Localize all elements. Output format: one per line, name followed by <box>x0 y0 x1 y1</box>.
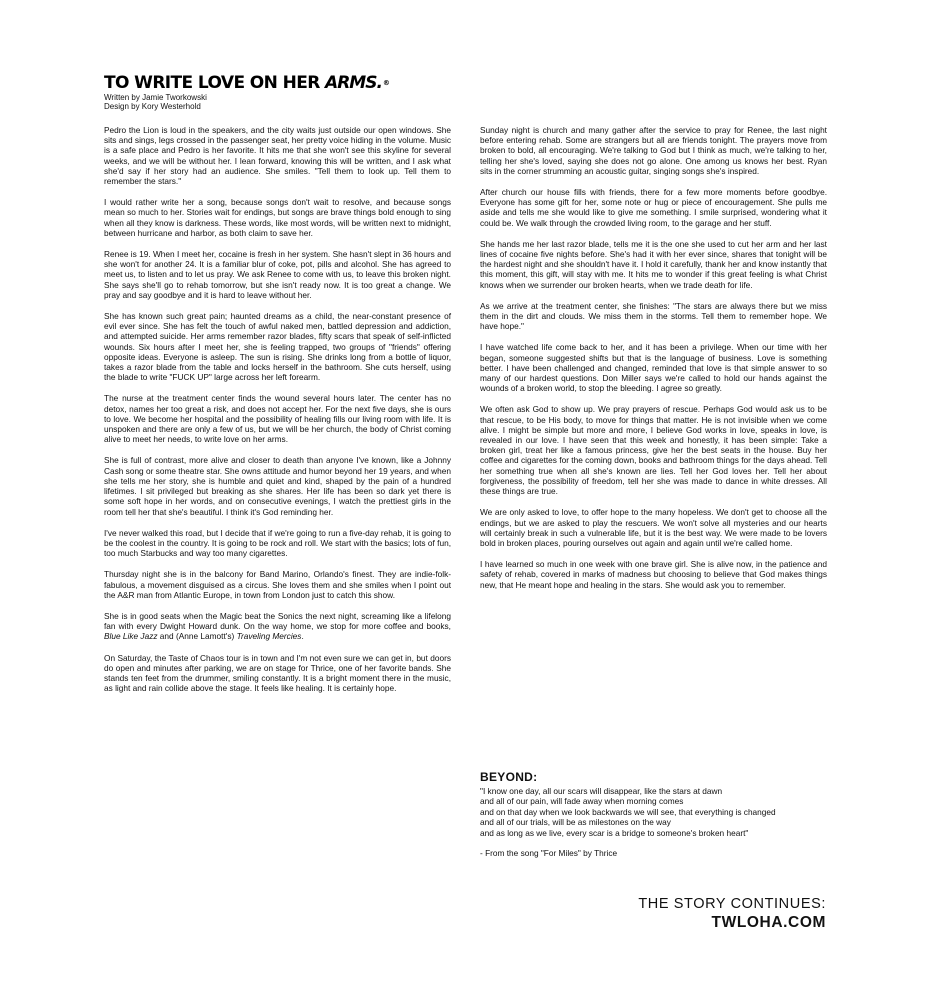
paragraph: Renee is 19. When I meet her, cocaine is fresh in her system. She hasn't slept in 36 hours and she won't for another 24. It is a familiar blur of coke, pot, pills and alcohol. She has agreed to meet us, to listen and to let us pray. We ask Renee to come with us, to leave this broken night. She says she'll go to rehab tomorrow, but she isn't ready now. It is too great a change. We pray and say goodbye and it is hard to leave without her. <box>104 249 451 300</box>
paragraph: On Saturday, the Taste of Chaos tour is in town and I'm not even sure we can get in, but doors do open and minutes after parking, we are on stage for Thrice, one of her favorite bands. She stands ten feet from the drummer, smiling constantly. It is a bright moment there in the music, as light and rain collide above the stage. It feels like healing. It is certainly hope. <box>104 652 451 694</box>
paragraph: I have learned so much in one week with one brave girl. She is alive now, in the patience and safety of rehab, covered in marks of madness but choosing to believe that God makes things new, that He meant hope and healing in the stars. She would ask you to remember. <box>480 559 827 590</box>
article-header <box>104 73 464 111</box>
text-run: and (Anne Lamott's) <box>157 631 237 642</box>
lyric-line: and all of our trials, will be as milestones on the way <box>480 817 671 828</box>
title-main: TO WRITE LOVE ON HER <box>104 73 326 93</box>
paragraph <box>104 611 451 642</box>
lyric-line: and on that day when we look backwards we will see, that everything is changed <box>480 806 776 817</box>
paragraph: As we arrive at the treatment center, she finishes: "The stars are always there but we miss them in the dirt and clouds. We miss them in the storms. Tell them to remember hope. We have hope." <box>480 300 827 332</box>
author-credit: Written by Jamie Tworkowski <box>104 93 207 102</box>
paragraph: I would rather write her a song, because songs don't wait to resolve, and because songs mean so much to her. Stories wait for endings, but songs are brave things bold enough to sing when all they know is darkness. These words, like most words, will be written next to midnight, between hurricane and harbor, as both claim to save her. <box>104 197 451 238</box>
beyond-section <box>480 771 860 858</box>
story-continues-label: THE STORY CONTINUES: <box>638 896 826 912</box>
paragraph: Sunday night is church and many gather after the service to pray for Renee, the last night before entering rehab. Some are strangers but all are friends tonight. The prayers move from broken to bold, all encouraging. We're talking to God but I think as much, we're talking to her, telling her she's loved, saying she does not go alone. One among us knows her best. Ryan sits in the corner strumming an acoustic guitar, singing songs she's inspired. <box>480 125 827 176</box>
article-title <box>104 73 464 93</box>
paragraph: She has known such great pain; haunted dreams as a child, the near-constant presence of evil ever since. She has felt the touch of awful naked men, battled depression and addiction, and attempted suicide. Her arms remember razor blades, fifty scars that speak of self-inflicted wounds. Six hours after I meet her, she is feeling trapped, two groups of "friends" offering opposite ideas. Everyone is asleep. The sun is rising. She drinks long from a bottle of liquor, takes a razor blade from the table and locks herself in the bathroom. She cuts herself, using the blade to write "FUCK UP" large across her left forearm. <box>104 311 451 383</box>
paragraph: After church our house fills with friends, there for a few more moments before goodbye. Everyone has some gift for her, some note or hug or piece of encouragement. She pulls me aside and tells me she would like to give me something. I smile surprised, wondering what it could be. We walk through the crowded living room, to the garage and her stuff. <box>480 187 827 228</box>
title-arms: ARMS. <box>325 73 382 93</box>
paragraph: She hands me her last razor blade, tells me it is the one she used to cut her arm and her last lines of cocaine five nights before. She's had it with her ever since, shares that tonight will be the hardest night and she shouldn't have it. I hold it carefully, thank her and know instantly that this moment, this gift, will stay with me. It hits me to wonder if this great feeling is what Christ knows when we surrender our broken hearts, when we trade death for life. <box>480 238 827 290</box>
paragraph: We are only asked to love, to offer hope to the many hopeless. We don't get to choose all the endings, but we are asked to play the rescuers. We won't solve all mysteries and our hearts will certainly break in such a vulnerable life, but it is the best way. We were made to be lovers bold in broken places, pouring ourselves out again and again until we're called home. <box>480 507 827 548</box>
paragraph: I have watched life come back to her, and it has been a privilege. When our time with her began, someone suggested shifts but that is the language of business. Love is something better. I have been challenged and changed, reminded that love is that simple answer to so many of our hardest questions. Don Miller says we're called to hold our hands against the wounds of a broken world, to stop the bleeding. I agree so greatly. <box>480 342 827 394</box>
paragraph: Thursday night she is in the balcony for Band Marino, Orlando's finest. They are indie-folk-fabulous, a movement disguised as a circus. She loves them and she smiles when I point out the A&R man from Atlantic Europe, in town from London just to catch this show. <box>104 569 451 600</box>
paragraph: I've never walked this road, but I decide that if we're going to run a five-day rehab, it is going to be the coolest in the country. It is going to be rock and roll. We start with the basics; lots of fun, too much Starbucks and way too many cigarettes. <box>104 527 451 559</box>
lyric-source: - From the song "For Miles" by Thrice <box>480 848 618 859</box>
paragraph: She is full of contrast, more alive and closer to death than anyone I've known, like a Johnny Cash song or some theatre star. She owns attitude and humor beyond her 19 years, and when she tells me her story, she is humble and quiet and kind, shaped by the pain of a hundred lifetimes. I sit privileged but breaking as she shares. Her life has been so dark yet there is some soft hope in her words, and on consecutive evenings, I watch the prettiest girls in the room tell her that she's beautiful. I think it's God reminding her. <box>104 455 451 517</box>
text-run: . <box>301 631 304 642</box>
beyond-heading: BEYOND: <box>480 770 538 784</box>
book-title: Traveling Mercies <box>236 631 302 642</box>
lyric-line: and as long as we live, every scar is a bridge to someone's broken heart" <box>480 827 749 838</box>
lyric-line: and all of our pain, will fade away when morning comes <box>480 796 684 807</box>
book-title: Blue Like Jazz <box>104 631 158 642</box>
website-link[interactable]: TWLOHA.COM <box>711 914 826 931</box>
paragraph: The nurse at the treatment center finds the wound several hours later. The center has no detox, names her too great a risk, and does not accept her. For the next five days, she is ours to love. We become her hospital and the possibility of healing fills our living room with life. It is unspoken and there are only a few of us, but we will be her church, the body of Christ coming alive to meet her needs, to write love on her arms. <box>104 393 451 445</box>
left-column <box>104 125 451 704</box>
paragraph: Pedro the Lion is loud in the speakers, and the city waits just outside our open windows. She sits and sings, legs crossed in the passenger seat, her pretty voice hiding in the volume. Music is a safe place and Pedro is her favorite. It hits me that she won't see this skyline for several weeks, and we will be without her. I lean forward, knowing this will be written, and I ask what she'd say if her story had an audience. She smiles. "Tell them to look up. Tell them to remember the stars." <box>104 125 451 187</box>
design-credit: Design by Kory Westerhold <box>104 102 201 111</box>
text-run: She is in good seats when the Magic beat the Sonics the next night, screaming like a lifelong fan with every Dwight Howard dunk. On the way home, we stop for more coffee and books, <box>104 610 451 632</box>
right-column <box>480 125 827 601</box>
footer-callout <box>638 895 826 933</box>
lyric-line: "I know one day, all our scars will disappear, like the stars at dawn <box>480 786 723 796</box>
paragraph: We often ask God to show up. We pray prayers of rescue. Perhaps God would ask us to be that rescue, to be His body, to move for things that matter. He is not invisible when we come alive. I might be simple but more and more, I believe God works in love, speaks in love, is revealed in our love. I have seen that this week and honestly, it has been simple: Take a broken girl, treat her like a famous princess, give her the best seats in the house. Buy her coffee and cigarettes for the coming down, books and bathroom things for the days ahead. Tell her something true when all she's known are lies. Tell her God loves her. Tell her about forgiveness, the possibility of freedom, tell her she was made to dance in white dresses. All these things are true. <box>480 404 827 497</box>
registered-mark: ® <box>382 79 390 87</box>
